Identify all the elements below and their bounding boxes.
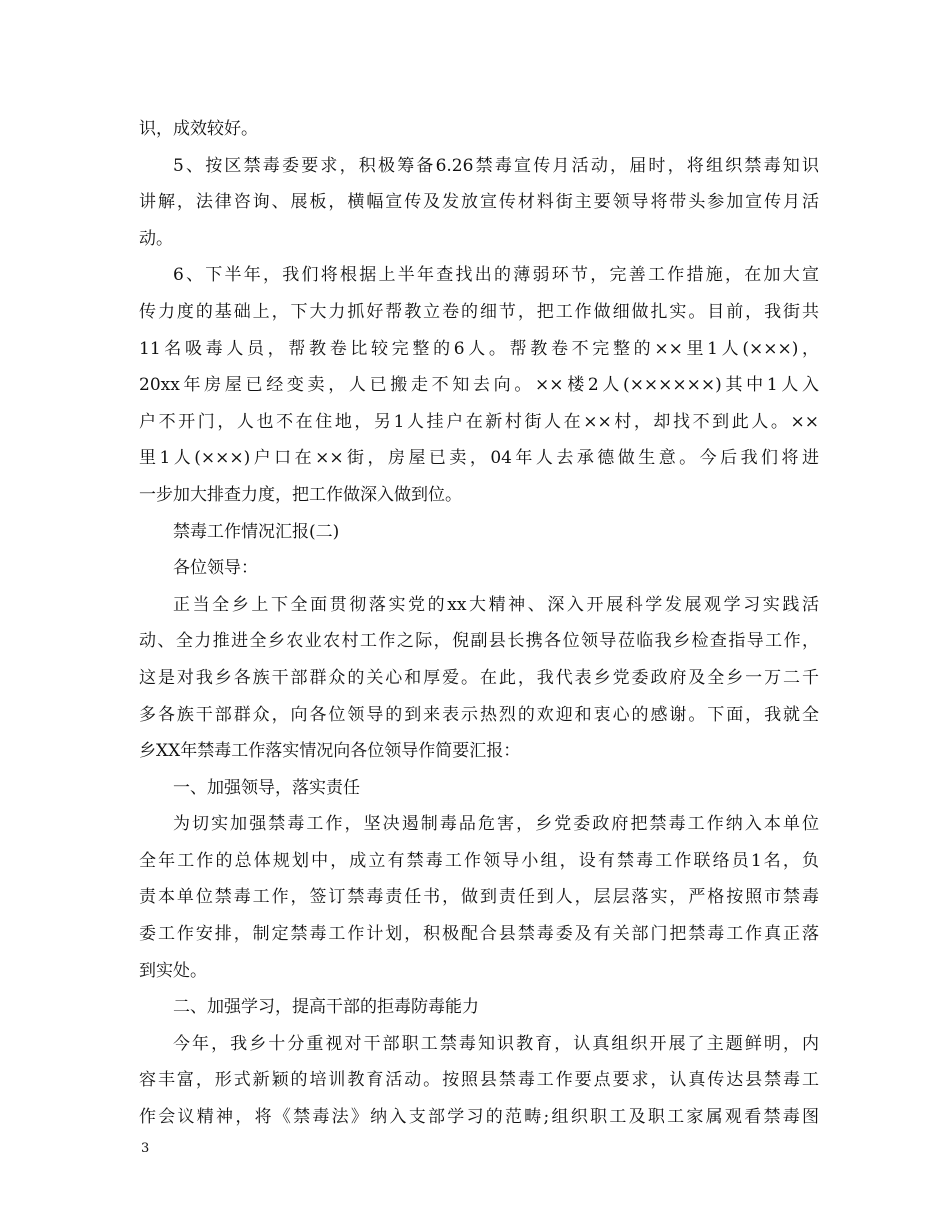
text-line: 传力度的基础上，下大力抓好帮教立卷的细节，把工作做细做扎实。目前，我街共: [139, 301, 819, 322]
text-line: 一、加强领导，落实责任: [173, 777, 360, 798]
text-line: 全年工作的总体规划中，成立有禁毒工作领导小组，设有禁毒工作联络员1名，负: [139, 850, 819, 871]
text-line: 各位领导：: [173, 558, 258, 579]
text-line: 户不开门，人也不在住地，另1人挂户在新村街人在××村，却找不到此人。××: [139, 411, 819, 432]
text-line: 动。: [139, 228, 173, 249]
text-line: 一步加大排查力度，把工作做深入做到位。: [139, 484, 462, 505]
text-line: 正当全乡上下全面贯彻落实党的xx大精神、深入开展科学发展观学习实践活: [173, 594, 819, 615]
text-line: 20xx年房屋已经变卖，人已搬走不知去向。××楼2人(××××××)其中1人入: [139, 375, 819, 396]
text-line: 容丰富，形式新颖的培训教育活动。按照县禁毒工作要点要求，认真传达县禁毒工: [139, 1070, 819, 1091]
text-line: 这是对我乡各族干部群众的关心和厚爱。在此，我代表乡党委政府及全乡一万二千: [139, 667, 819, 688]
page-number: 3: [141, 1141, 150, 1156]
text-line: 讲解，法律咨询、展板，横幅宣传及发放宣传材料街主要领导将带头参加宣传月活: [139, 192, 819, 213]
document-body: [139, 111, 819, 1136]
text-line: 作会议精神，将《禁毒法》纳入支部学习的范畴;组织职工及职工家属观看禁毒图: [139, 1107, 819, 1128]
text-line: 动、全力推进全乡农业农村工作之际，倪副县长携各位领导莅临我乡检查指导工作，: [139, 631, 819, 652]
text-line: 乡XX年禁毒工作落实情况向各位领导作简要汇报：: [139, 741, 521, 762]
text-line: 委工作安排，制定禁毒工作计划，积极配合县禁毒委及有关部门把禁毒工作真正落: [139, 924, 819, 945]
text-line: 责本单位禁毒工作，签订禁毒责任书，做到责任到人，层层落实，严格按照市禁毒: [139, 887, 819, 908]
text-line: 二、加强学习，提高干部的拒毒防毒能力: [173, 997, 479, 1018]
text-line: 多各族干部群众，向各位领导的到来表示热烈的欢迎和衷心的感谢。下面，我就全: [139, 704, 819, 725]
text-line: 5、按区禁毒委要求，积极筹备6.26禁毒宣传月活动，届时，将组织禁毒知识: [173, 155, 819, 176]
text-line: 今年，我乡十分重视对干部职工禁毒知识教育，认真组织开展了主题鲜明，内: [173, 1033, 819, 1054]
text-line: 禁毒工作情况汇报(二): [173, 521, 340, 542]
text-line: 6、下半年，我们将根据上半年查找出的薄弱环节，完善工作措施，在加大宣: [173, 265, 819, 286]
text-line: 到实处。: [139, 960, 207, 981]
text-line: 识，成效较好。: [139, 119, 258, 139]
text-line: 为切实加强禁毒工作，坚决遏制毒品危害，乡党委政府把禁毒工作纳入本单位: [173, 814, 819, 835]
text-line: 里1人(×××)户口在××街，房屋已卖，04年人去承德做生意。今后我们将进: [139, 448, 819, 469]
text-line: 11名吸毒人员，帮教卷比较完整的6人。帮教卷不完整的××里1人(×××)，: [139, 338, 819, 359]
